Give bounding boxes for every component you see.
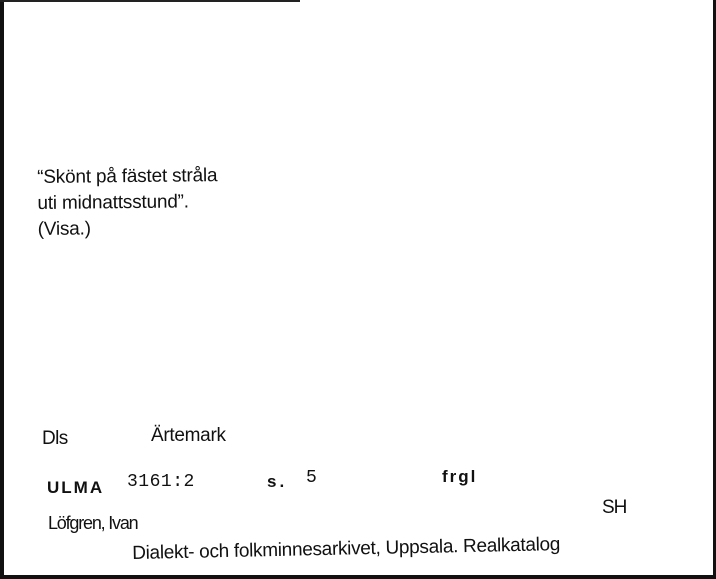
scan-edge-bottom xyxy=(0,575,716,579)
text-line: (Visa.) xyxy=(37,218,91,240)
page-number: 5 xyxy=(306,468,317,488)
signature-initials: SH xyxy=(602,497,627,518)
card-main-text xyxy=(37,163,218,243)
page-label: s. xyxy=(267,472,288,491)
scan-edge-top xyxy=(0,0,300,2)
text-line: uti midnattsstund”. xyxy=(37,191,189,214)
archive-number: 3161:2 xyxy=(127,472,195,492)
scan-edge-left xyxy=(0,0,4,579)
informant-name: Löfgren, Ivan xyxy=(48,513,138,533)
archive-footer: Dialekt- och folkminnesarkivet, Uppsala. Realkatalog xyxy=(132,534,561,564)
category-code: frgl xyxy=(442,467,478,486)
parish-field: Ärtemark xyxy=(151,425,226,446)
text-line: “Skönt på fästet stråla xyxy=(37,165,218,188)
landscape-field: Dls xyxy=(42,428,68,449)
archive-code: ULMA xyxy=(47,478,105,497)
